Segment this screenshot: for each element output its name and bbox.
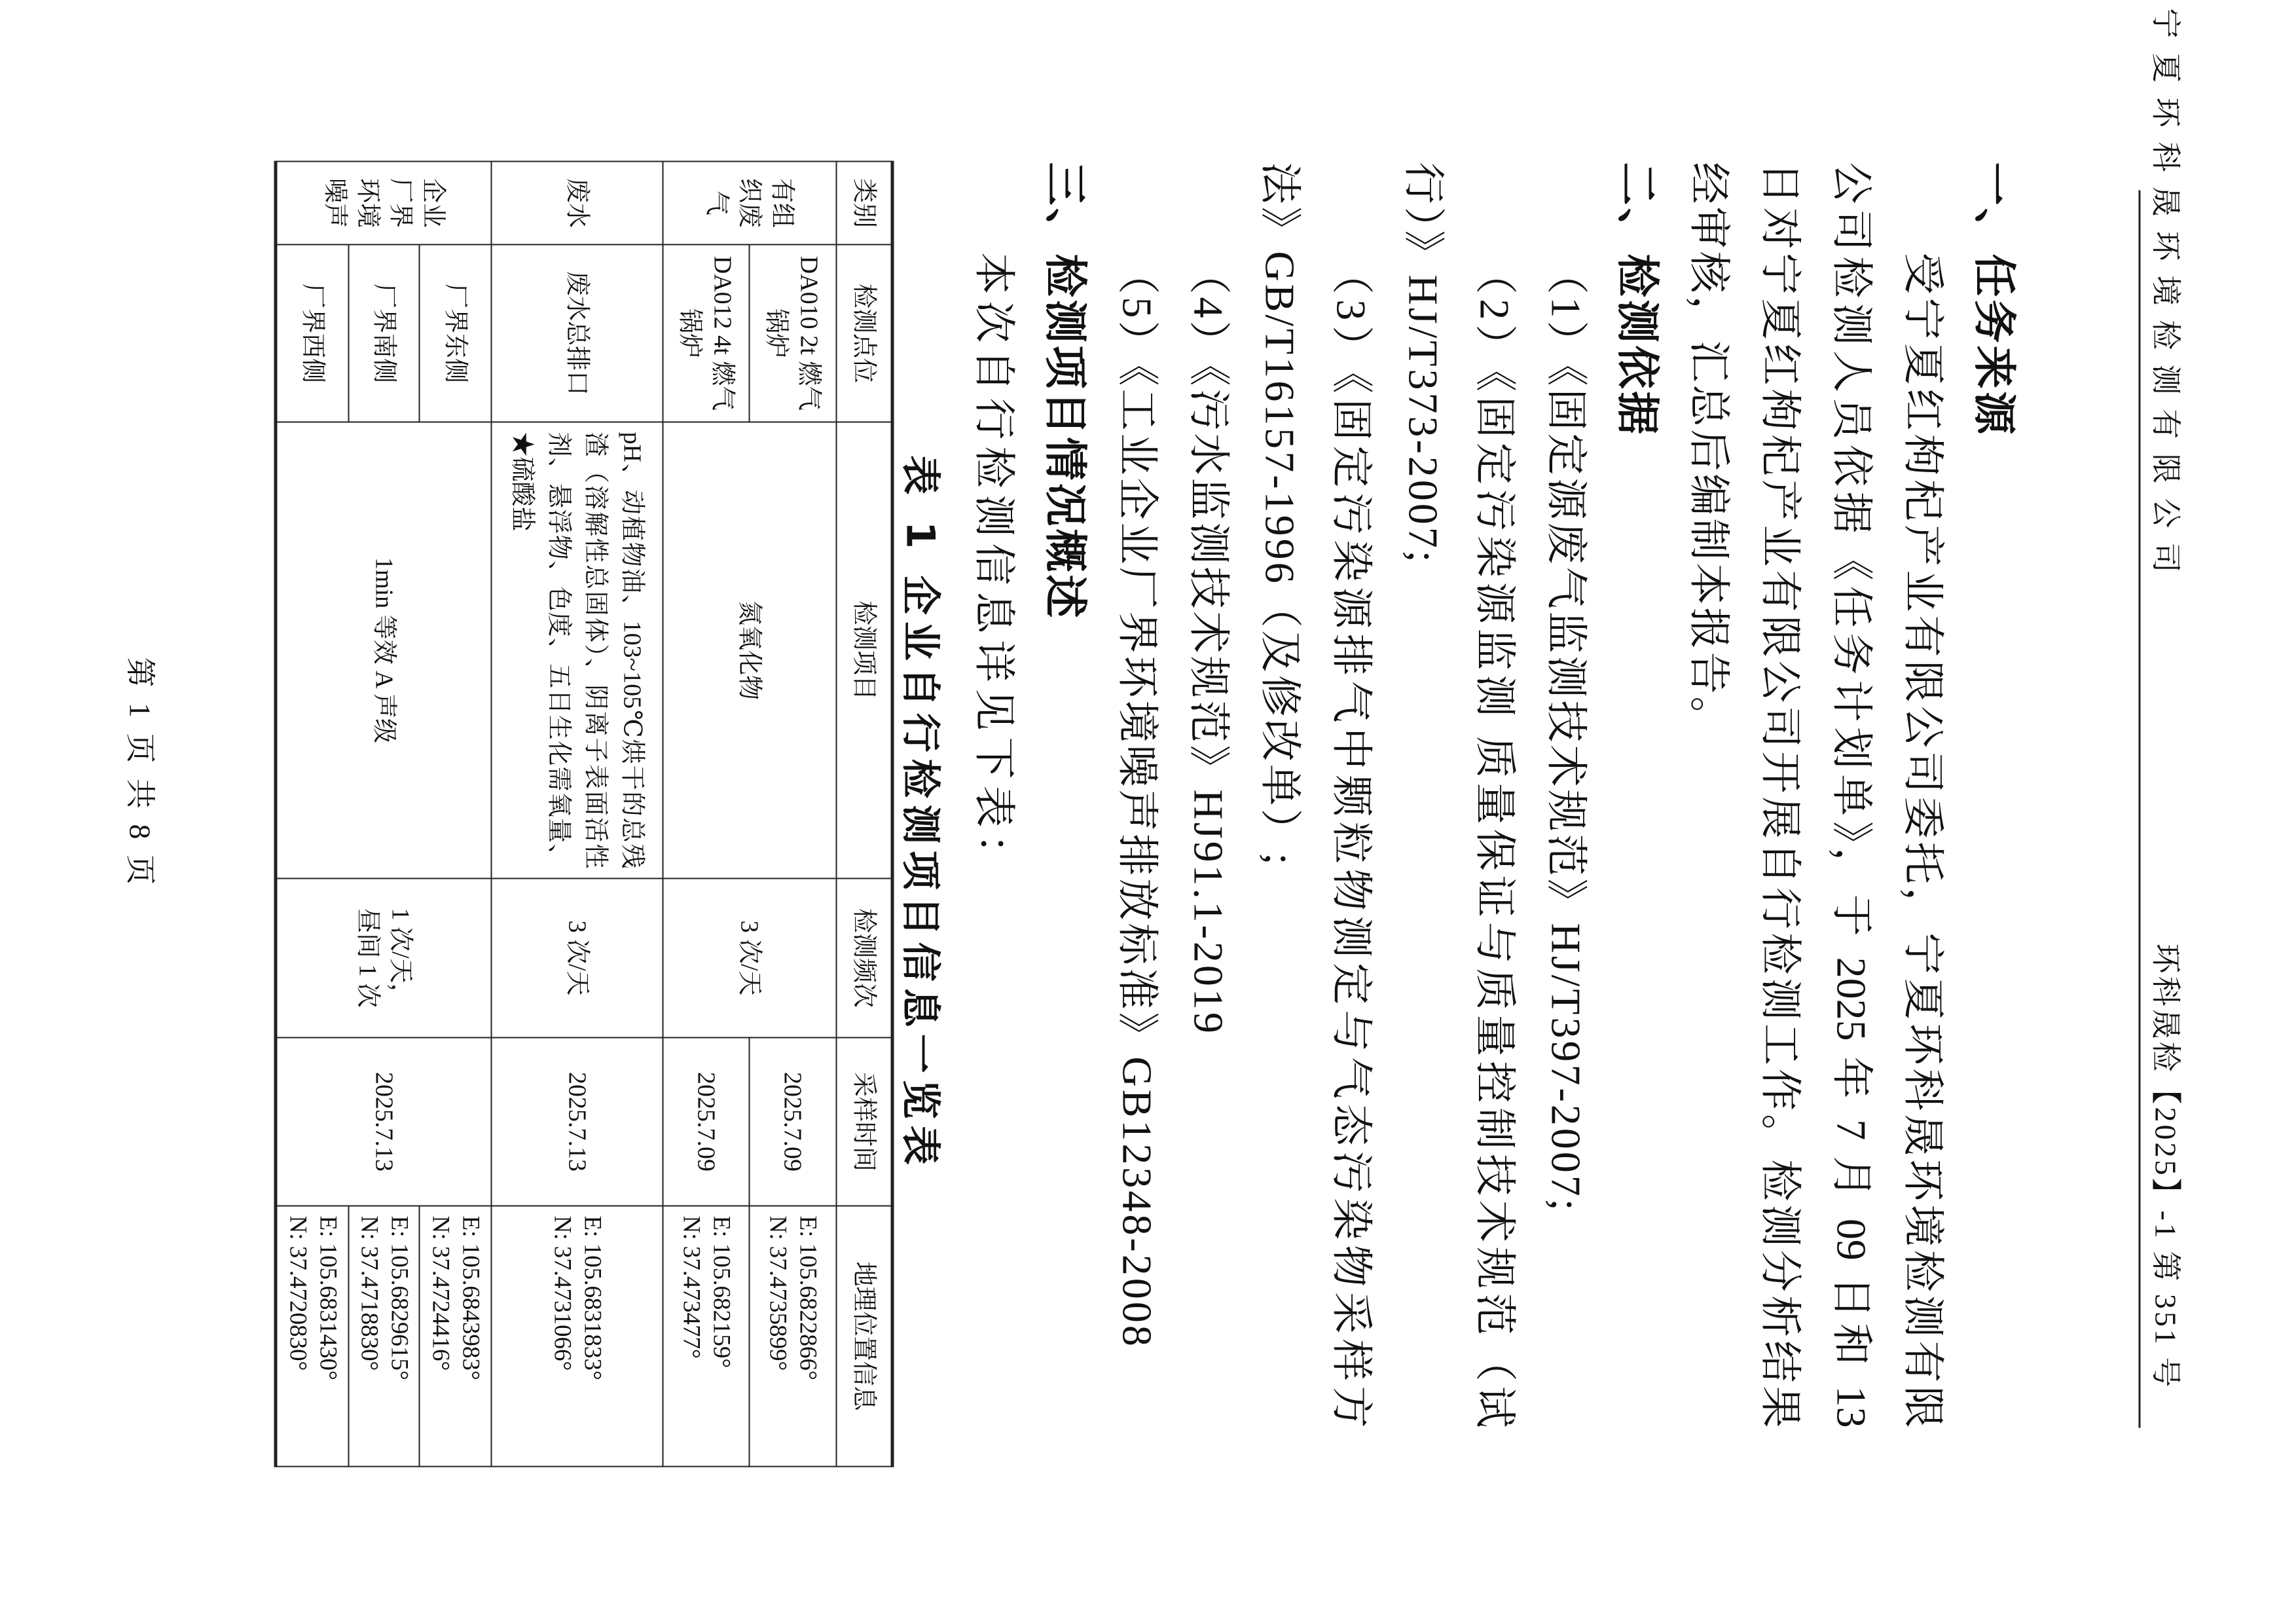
table-header-row: [836, 161, 892, 1466]
latitude: N: 37.4720830°: [284, 1215, 312, 1371]
standard-item: （1）《固定源废气监测技术规范》HJ/T397-2007;: [1542, 252, 1589, 1213]
latitude: N: 37.4724416°: [427, 1215, 454, 1371]
header-rule: [2138, 190, 2140, 1428]
location-cell: [419, 1206, 491, 1466]
column-header: 采样时间: [836, 1037, 892, 1206]
paragraph-line: 经审核，汇总后编制本报告。: [1685, 162, 1732, 741]
section-1-title: 一、任务来源: [1969, 162, 2019, 437]
longitude: E: 105.6829615°: [386, 1215, 412, 1380]
frequency-cell: [276, 878, 491, 1037]
table-row: [749, 161, 836, 1466]
column-header: 类别: [836, 161, 892, 244]
category-cell: 有组织废气: [663, 161, 836, 244]
column-header: 检测项目: [836, 422, 892, 878]
item-cell: 1min 等效 A 声级: [276, 422, 491, 878]
category-cell: 废水: [491, 161, 663, 244]
longitude: E: 105.6822866°: [794, 1215, 822, 1380]
paragraph-line: 日对宁夏红枸杞产业有限公司开展自行检测工作。检测分析结果: [1757, 162, 1803, 1428]
point-cell: 厂界西侧: [276, 244, 348, 422]
longitude: E: 105.6831430°: [314, 1215, 342, 1380]
column-header: 地理位置信息: [836, 1206, 892, 1466]
table-row: [419, 161, 491, 1466]
point-cell: 厂界南侧: [348, 244, 419, 422]
standard-item: 法》GB/T16157-1996（及修改单）;: [1256, 162, 1303, 867]
longitude: E: 105.6831833°: [579, 1215, 606, 1380]
standard-item: （3）《固定污染源排气中颗粒物测定与气态污染物采样方: [1328, 252, 1374, 1428]
frequency-cell: 3 次/天: [663, 878, 836, 1037]
frequency-cell: 3 次/天: [491, 878, 663, 1037]
longitude: E: 105.6843983°: [457, 1215, 484, 1380]
latitude: N: 37.4731066°: [549, 1215, 575, 1371]
category-cell: 企业厂界环境噪声: [276, 161, 491, 244]
report-number: 环科晟检【2025】-1 第 351 号: [2149, 943, 2182, 1390]
standard-item: （4）《污水监测技术规范》HJ91.1-2019: [1185, 252, 1231, 1036]
latitude: N: 37.4735899°: [764, 1215, 792, 1371]
date-cell: 2025.7.13: [276, 1037, 491, 1206]
section-2-title: 二、检测依据: [1612, 162, 1662, 437]
table-caption: 表 1 企业自行检测项目信息一览表: [897, 454, 943, 1172]
point-cell: DA012 4t 燃气锅炉: [663, 244, 749, 422]
section-3-title: 三、检测项目情况概述: [1040, 162, 1090, 620]
location-cell: [491, 1206, 663, 1466]
frequency-line: 1 次/天，: [386, 907, 414, 1008]
paragraph-line: 公司检测人员依据《任务计划单》，于 2025 年 7 月 09 日和 13: [1828, 162, 1874, 1428]
column-header: 检测点位: [836, 244, 892, 422]
location-cell: [663, 1206, 749, 1466]
page-number: 第 1 页 共 8 页: [123, 657, 156, 889]
standard-item: （5）《工业企业厂界环境噪声排放标准》GB12348-2008: [1114, 252, 1160, 1349]
latitude: N: 37.473477°: [678, 1215, 704, 1359]
point-cell: 废水总排口: [491, 244, 663, 422]
date-cell: 2025.7.13: [491, 1037, 663, 1206]
paragraph-line: 本次自行检测信息详见下表：: [970, 252, 1017, 882]
monitoring-info-table: [274, 160, 894, 1467]
standard-item: 行）》HJ/T373-2007;: [1400, 162, 1446, 565]
paragraph-line: 受宁夏红枸杞产业有限公司委托，宁夏环科晟环境检测有限: [1899, 252, 1946, 1428]
point-cell: 厂界东侧: [419, 244, 491, 422]
latitude: N: 37.4718830°: [355, 1215, 382, 1371]
date-cell: 2025.7.09: [663, 1037, 749, 1206]
company-name: 宁夏环科晟环境检测有限公司: [2149, 8, 2182, 587]
location-cell: [276, 1206, 348, 1466]
table-row: [491, 161, 663, 1466]
longitude: E: 105.682159°: [708, 1215, 735, 1368]
location-cell: [749, 1206, 836, 1466]
location-cell: [348, 1206, 419, 1466]
column-header: 检测频次: [836, 878, 892, 1037]
point-cell: DA010 2t 燃气锅炉: [749, 244, 836, 422]
item-cell: pH、动植物油、103~105℃烘干的总残渣（溶解性总固体）、阴离子表面活性剂、悬浮物、色度、五日生化需氧量、★硫酸盐: [491, 422, 663, 878]
date-cell: 2025.7.09: [749, 1037, 836, 1206]
standard-item: （2）《固定污染源监测 质量保证与质量控制技术规范（试: [1471, 252, 1518, 1428]
frequency-line: 昼间 1 次: [354, 908, 382, 1008]
item-cell: 氮氧化物: [663, 422, 836, 878]
